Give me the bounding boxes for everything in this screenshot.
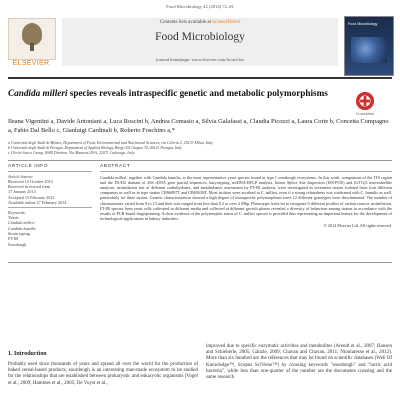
article-info-rule bbox=[8, 171, 92, 172]
tree-icon bbox=[22, 23, 42, 45]
keyword-item: FT-IR bbox=[8, 236, 19, 242]
abstract-text: Candida milleri, together with Candida humilis, is the most representative yeast species found in type I sourdough ecosystems. In this work, comparison of the ITS region and the D1/D2 domain of 26S rDNA gene partial sequences, karyotyping, mtDNA-RFLP analysis, Intron Splice Site dispersion (ISS-PCR) and (GTG)5 microsatellite analyses, assimilation test of different carbohydrates, and metabolomic assessment by FT-IR analysis, were investigated in seventeen strains isolated from four different companies as well as in type strains CBS6897T and CBS5658T. Most isolates were ascribed to C. milleri, even if a strong relatedness was confirmed with C. humilis as well, particularly for three strains. Genetic characterization showed a high degree of intraspecific polymorphism since 12 different genotypes were discriminated. The number of chromosomes varied from 9 to 13 and their size ranged from less than 0.3 to over 2 Mbp. Phenotypic traits let to recognize 9 different profiles of carbon sources assimilation. FT-IR spectra from yeast cells cultivated in different media and collected at different growth phases revealed a diversity of behaviour among strains in accordance with the results of PCR-based fingerprinting. A clear evidence of the polymorphic status of C. milleri species is provided thus representing an important feature for the development of technological applications in bakery industries. bbox=[100, 174, 392, 222]
intro-heading: 1. Introduction bbox=[8, 351, 47, 357]
body-divider bbox=[8, 262, 392, 263]
copyright-notice: © 2014 Elsevier Ltd. All rights reserved. bbox=[323, 223, 392, 229]
keyword-item: Strain typing bbox=[8, 230, 30, 236]
article-title-species: Candida milleri bbox=[8, 88, 68, 98]
keyword-item: Yeasts bbox=[8, 215, 19, 221]
affiliation-item: b Università degli Studi di Perugia, Department of Applied Biology, Borgo XX Giugno 74, 06121 Perugia, Italy bbox=[8, 146, 182, 150]
author-list: Ileana Vigentini a, Davide Antoniani a, Luca Roscini b, Andrea Comasio a, Silvia Galafassi a, Claudia Picozzi a, Laura Corte b, Concetta Compagno a, Fabio Dal Bello c, Gianluigi Cardinali b, Roberto Foschino a,* bbox=[8, 118, 389, 134]
tree-trunk-icon bbox=[30, 43, 34, 51]
sciencedirect-link[interactable]: ScienceDirect bbox=[212, 20, 241, 25]
article-title bbox=[8, 88, 338, 99]
header-divider bbox=[8, 77, 392, 79]
keywords-label: Keywords: bbox=[8, 209, 26, 215]
journal-cover bbox=[344, 16, 394, 76]
abstract-rule bbox=[100, 171, 392, 172]
journal-homepage[interactable]: journal homepage: www.elsevier.com/locate/fm bbox=[156, 57, 244, 62]
journal-citation: Food Microbiology 42 (2014) 72–81 bbox=[166, 4, 234, 9]
info-divider bbox=[8, 160, 392, 161]
contents-line bbox=[62, 20, 338, 25]
contents-prefix: Contents lists available at bbox=[159, 20, 213, 25]
affiliation-item: a Università degli Studi di Milano, Department of Food, Environmental and Nutritional Sciences, via Celoria 2, 20133 Milan, Italy bbox=[8, 141, 213, 145]
affiliation-item: c Clerici-Sacco Group, 8049 Division, Via Manzoni 29/A, 22071 Cadorago, Italy bbox=[8, 151, 135, 155]
publisher-name: ELSEVIER bbox=[12, 60, 50, 67]
crossmark-icon[interactable] bbox=[356, 92, 374, 110]
cover-image bbox=[351, 37, 387, 63]
keywords-rule bbox=[8, 207, 92, 208]
affiliation-list bbox=[8, 141, 392, 156]
article-info-heading: ARTICLE INFO bbox=[8, 164, 49, 169]
article-title-rest: species reveals intraspecific genetic and metabolic polymorphisms bbox=[67, 88, 328, 98]
history-item: Available online 27 February 2014 bbox=[8, 199, 67, 205]
history-item: 17 January 2014 bbox=[8, 189, 36, 195]
cover-title: Food Microbiology bbox=[348, 22, 378, 26]
intro-paragraph: Probably used since thousands of years and spread all over the world for the production of baked cereal-based products, sourdough is an interesting man-made ecosystem to be studied for the relationships that are established between prokaryotic and eukaryotic organisms (Vogel et al., 2009; Hammes et al., 2005; De Vuyst et al., bbox=[8, 362, 198, 386]
history-item: Accepted 15 February 2014 bbox=[8, 194, 55, 200]
journal-title: Food Microbiology bbox=[155, 31, 245, 43]
article-info bbox=[8, 164, 92, 247]
keyword-item: Candida milleri bbox=[8, 220, 35, 226]
keyword-item: Candida humilis bbox=[8, 225, 36, 231]
crossmark-label: CrossMark bbox=[355, 112, 375, 116]
abstract-heading: ABSTRACT bbox=[100, 164, 131, 169]
right-column-paragraph: improved due to specific enzymatic activities and metabolites (Arendt et al., 2007; Hansen and Schieberle, 2005; Gänzle, 2009; Chavan and Chavan, 2011; Nionlaresse et al., 2012). More than six hundred are the references that may be found on scientific databases (Web Of Knowledge™, Scopus SciVerse™) by crossing keywords "sourdough" and "lactic acid bacteria", while less than one-quarter of the number are the documents crossing and the same research bbox=[206, 344, 392, 381]
elsevier-tree-logo bbox=[8, 18, 56, 60]
abstract-section bbox=[100, 164, 392, 228]
keyword-item: Sourdough bbox=[8, 241, 27, 247]
history-item: Received in revised form bbox=[8, 184, 51, 190]
history-label: Article history: bbox=[8, 173, 34, 179]
history-item: Received 14 October 2013 bbox=[8, 178, 53, 184]
